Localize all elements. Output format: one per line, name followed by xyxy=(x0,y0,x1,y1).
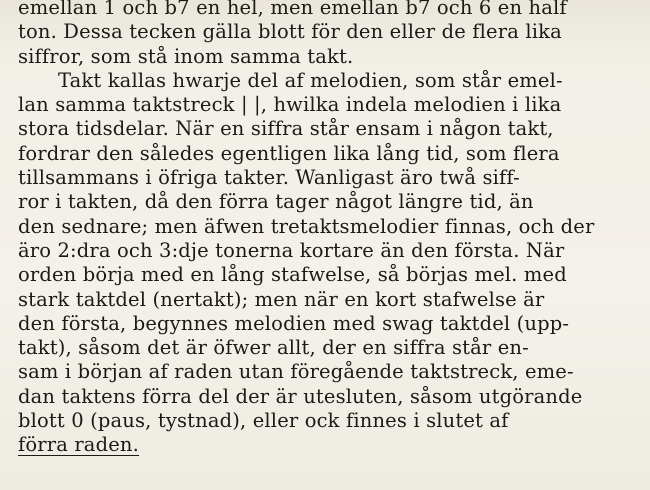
text-line-17: dan taktens förra del der är utesluten, såsom utgörande xyxy=(18,384,583,408)
text-line-14: den första, begynnes melodien med swag taktdel (upp- xyxy=(18,311,570,335)
text-line-11: äro 2:dra och 3:dje tonerna kortare än den första. När xyxy=(18,238,565,262)
text-line-19 xyxy=(18,433,644,457)
text-line-4: Takt kallas hwarje del af melodien, som står emel- xyxy=(58,68,563,92)
text-line-19-content: förra raden. xyxy=(18,433,139,457)
text-line-5: lan samma taktstreck | |, hwilka indela melodien i lika xyxy=(18,93,562,117)
text-line-13: stark taktdel (nertakt); men när en kort stafwelse är xyxy=(18,287,545,311)
text-line-3: siffror, som stå inom samma takt. xyxy=(18,44,354,68)
text-line-2: ton. Dessa tecken gälla blott för den eller de flera lika xyxy=(18,20,562,44)
text-line-1: emellan 1 och b7 en hel, men emellan b7 och 6 en half xyxy=(18,0,567,19)
text-line-18: blott 0 (paus, tystnad), eller ock finnes i slutet af xyxy=(18,409,509,433)
text-line-12: orden börja med en lång stafwelse, så börjas mel. med xyxy=(18,263,567,287)
text-line-8: tillsammans i öfriga takter. Wanligast äro twå siff- xyxy=(18,166,520,190)
text-line-9: ror i takten, då den förra tager något längre tid, än xyxy=(18,190,534,214)
text-line-7: fordrar den således egentligen lika lång tid, som flera xyxy=(18,141,560,165)
body-text xyxy=(18,0,644,458)
text-line-6: stora tidsdelar. När en siffra står ensam i någon takt, xyxy=(18,117,554,141)
text-line-10: den sednare; men äfwen tretaktsmelodier finnas, och der xyxy=(18,214,595,238)
text-line-15: takt), såsom det är öfwer allt, der en siffra står en- xyxy=(18,336,529,360)
text-line-16: sam i början af raden utan föregående taktstreck, eme- xyxy=(18,360,574,384)
